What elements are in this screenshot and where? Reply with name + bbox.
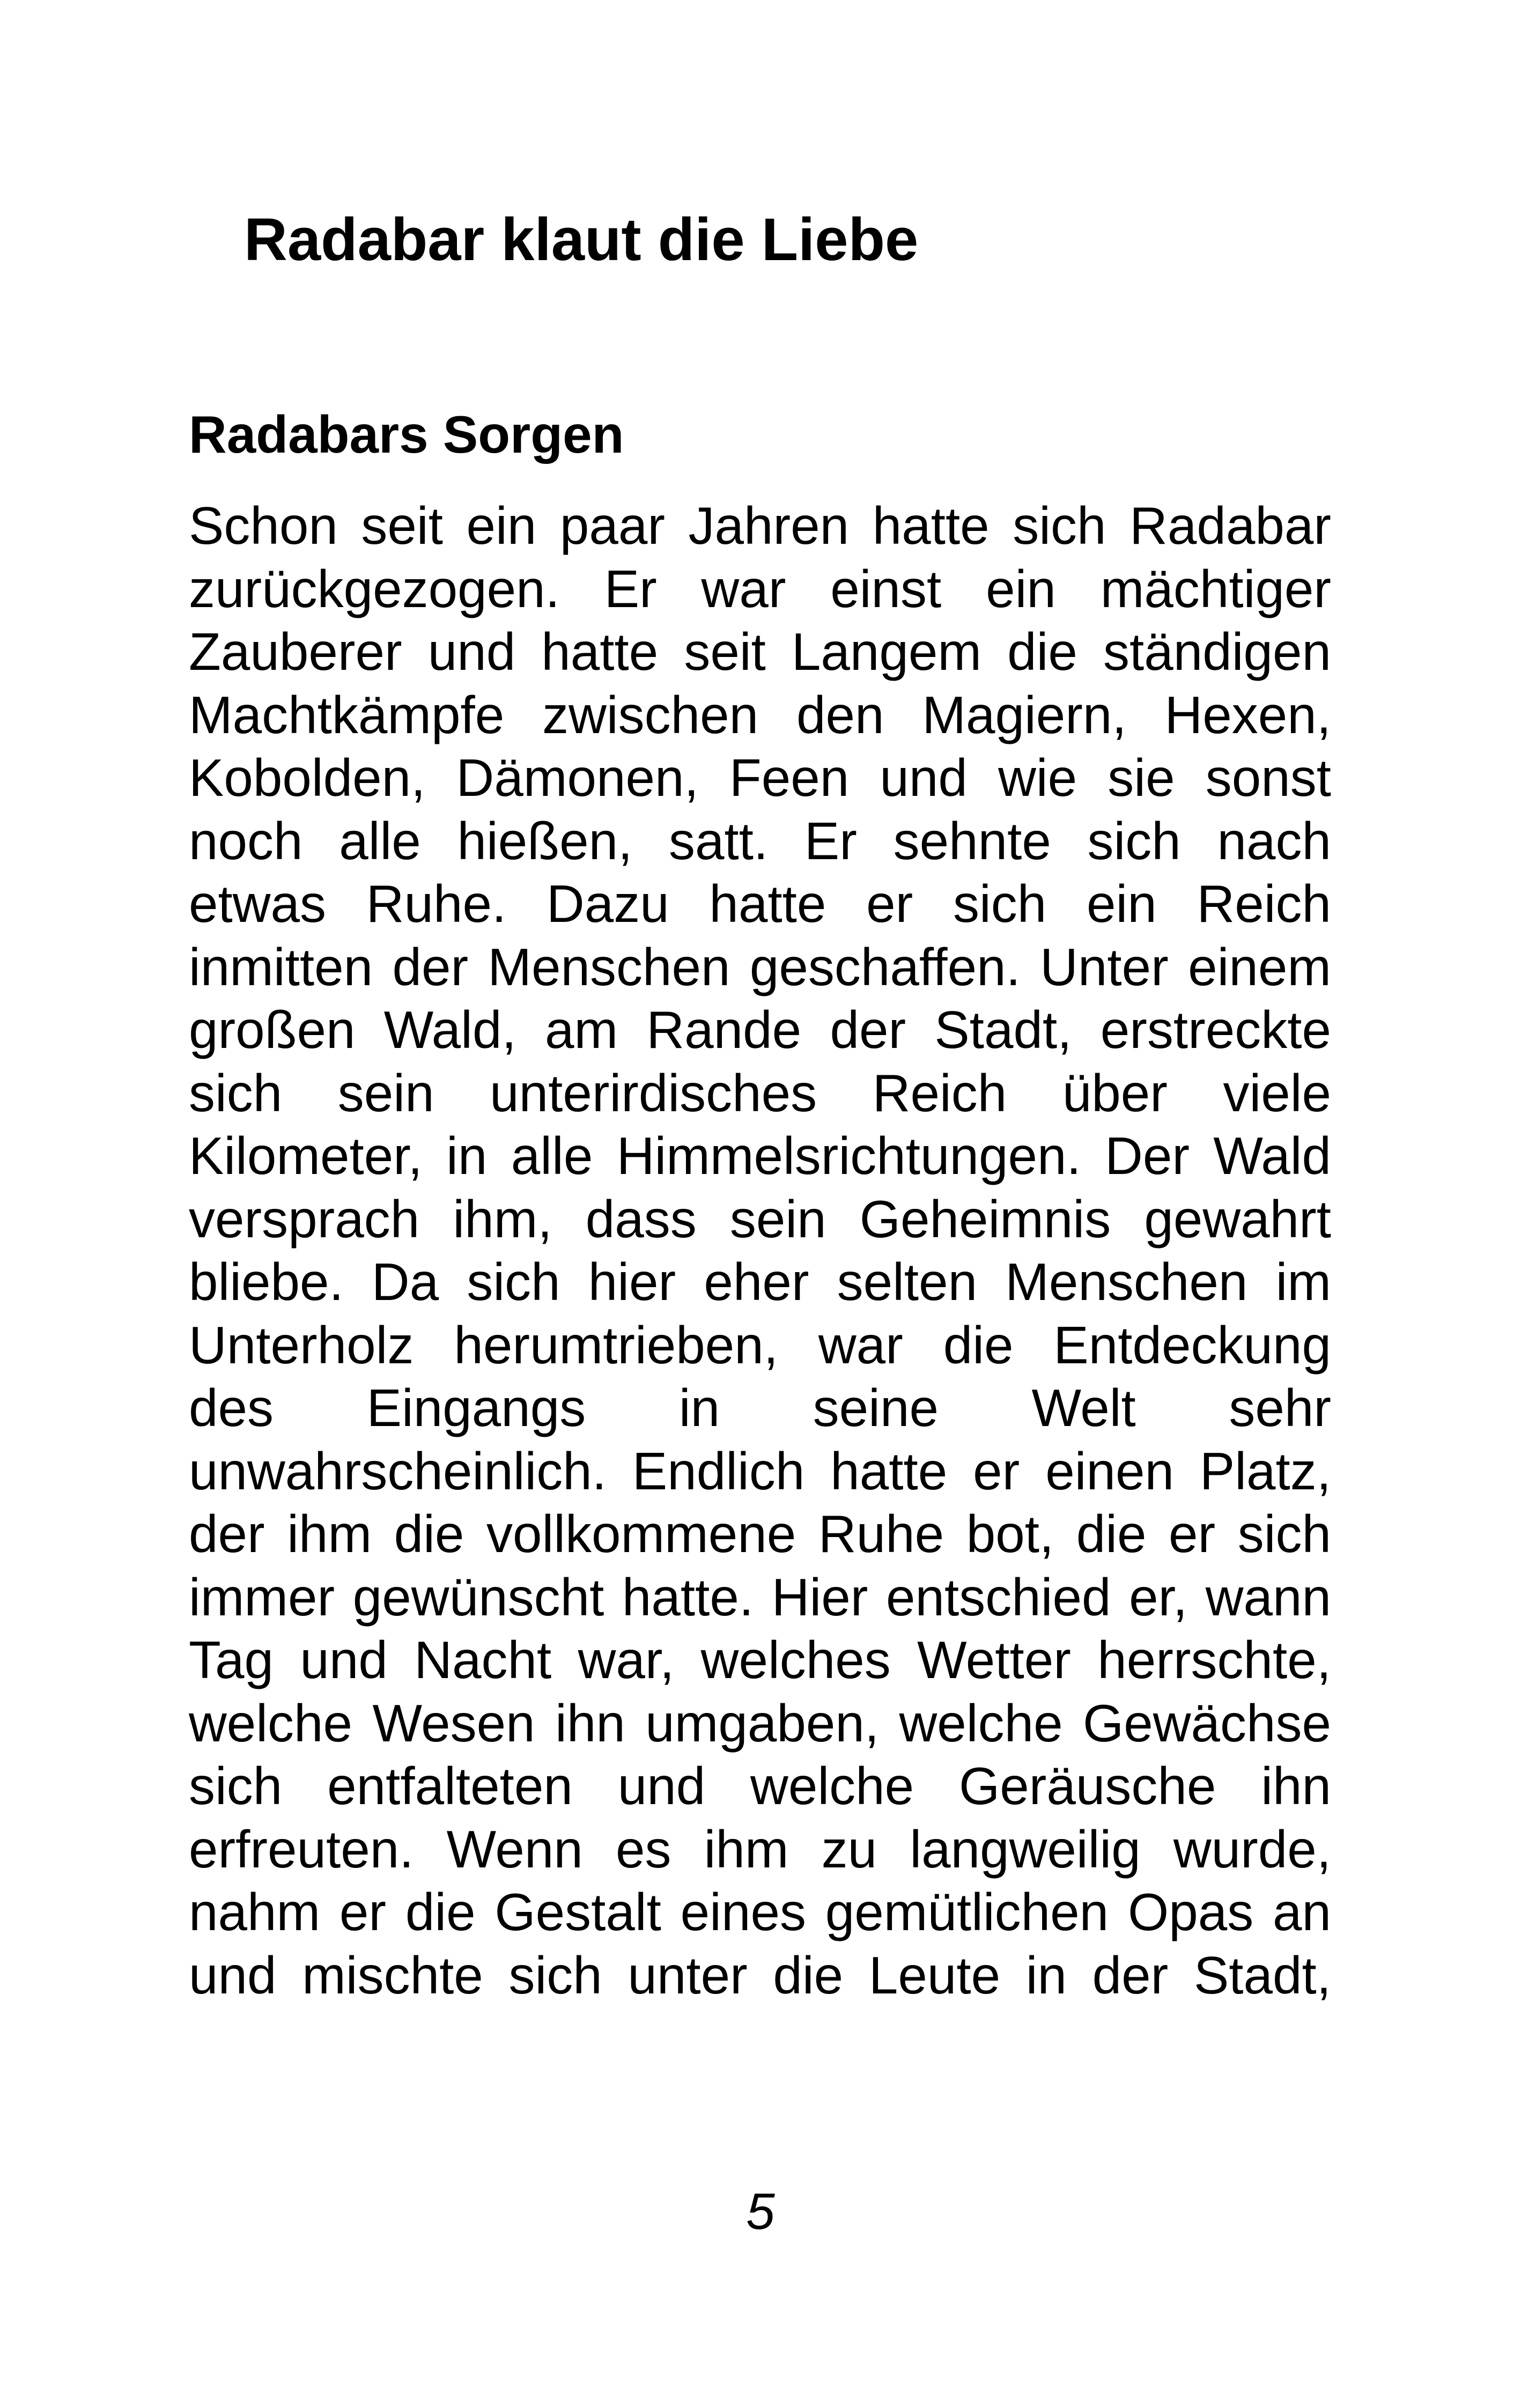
text-line: noch alle hießen, satt. Er sehnte sich nach [189, 811, 1331, 870]
chapter-title: Radabar klaut die Liebe [244, 206, 919, 273]
text-line: versprach ihm, dass sein Geheimnis gewahrt [189, 1189, 1331, 1249]
text-line: nahm er die Gestalt eines gemütlichen Opas an [189, 1882, 1331, 1941]
text-line: Machtkämpfe zwischen den Magiern, Hexen, [189, 685, 1331, 744]
body-paragraph [189, 494, 1331, 2007]
text-line: großen Wald, am Rande der Stadt, erstreckte [189, 1000, 1331, 1059]
text-line: etwas Ruhe. Dazu hatte er sich ein Reich [189, 874, 1331, 933]
text-line: inmitten der Menschen geschaffen. Unter einem [189, 937, 1331, 996]
text-line: der ihm die vollkommene Ruhe bot, die er sich [189, 1504, 1331, 1563]
text-line: immer gewünscht hatte. Hier entschied er, wann [189, 1567, 1331, 1627]
text-line: zurückgezogen. Er war einst ein mächtiger [189, 559, 1331, 618]
text-line: sich sein unterirdisches Reich über viele [189, 1063, 1331, 1122]
text-line: Unterholz herumtrieben, war die Entdeckung [189, 1315, 1331, 1375]
text-line: Zauberer und hatte seit Langem die ständigen [189, 622, 1331, 681]
text-line: des Eingangs in seine Welt sehr [189, 1378, 1331, 1437]
text-line: Kobolden, Dämonen, Feen und wie sie sonst [189, 748, 1331, 807]
section-heading: Radabars Sorgen [189, 405, 624, 464]
text-line: Tag und Nacht war, welches Wetter herrschte, [189, 1630, 1331, 1689]
page-number: 5 [746, 2183, 775, 2240]
text-line: sich entfalteten und welche Geräusche ihn [189, 1756, 1331, 1815]
text-line: bliebe. Da sich hier eher selten Menschen im [189, 1252, 1331, 1311]
text-line: Kilometer, in alle Himmelsrichtungen. Der Wald [189, 1126, 1331, 1185]
text-line: und mischte sich unter die Leute in der Stadt, [189, 1945, 1331, 2005]
text-line: erfreuten. Wenn es ihm zu langweilig wurde, [189, 1819, 1331, 1879]
text-line: welche Wesen ihn umgaben, welche Gewächse [189, 1693, 1331, 1753]
text-line: unwahrscheinlich. Endlich hatte er einen Platz, [189, 1441, 1331, 1501]
text-line: Schon seit ein paar Jahren hatte sich Radabar [189, 496, 1331, 555]
